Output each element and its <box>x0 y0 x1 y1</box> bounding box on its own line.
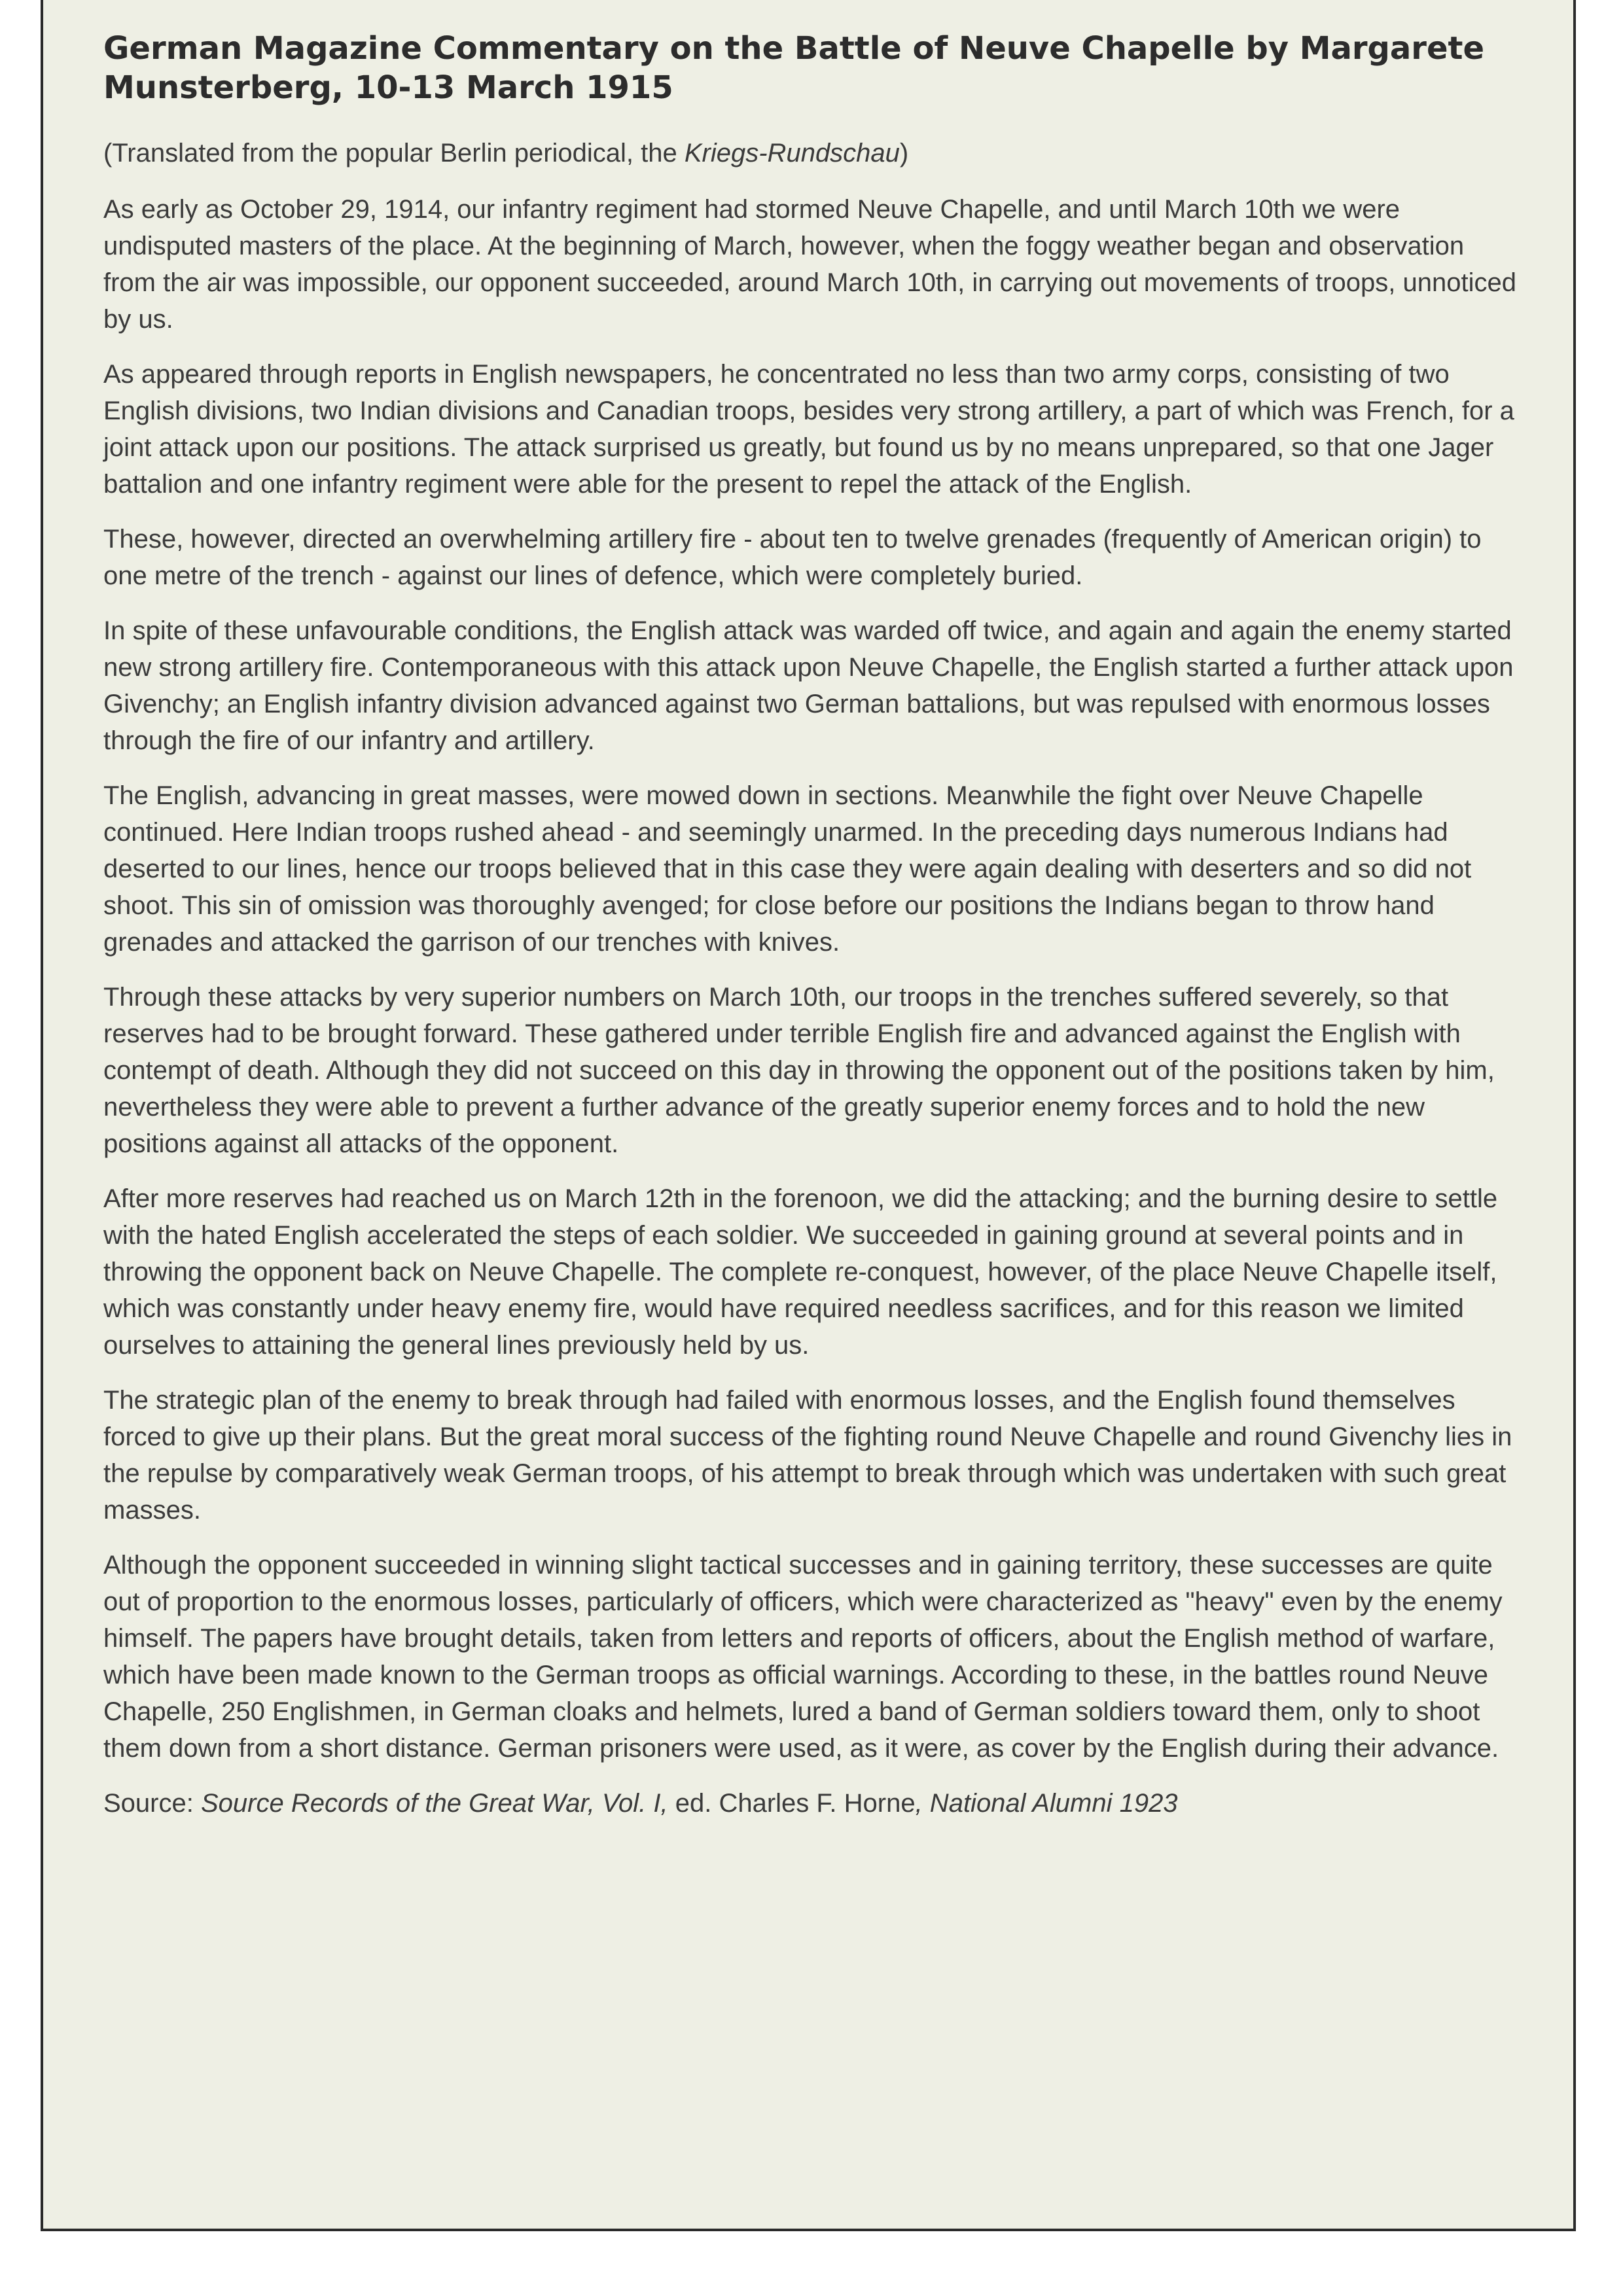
paragraph: The strategic plan of the enemy to break through had failed with enormous losses, and the English found themselves forced to give up their plans. But the great moral success of the fighting round Neuve Chapelle and round Givenchy lies in the repulse by comparatively weak German troops, of his attempt to break through which was undertaken with such great masses. <box>103 1386 1512 1525</box>
paragraph: As appeared through reports in English newspapers, he concentrated no less than two army corps, consisting of two English divisions, two Indian divisions and Canadian troops, besides very strong artillery, a part of which was French, for a joint attack upon our positions. The attack surprised us greatly, but found us by no means unprepared, so that one Jager battalion and one infantry regiment were able for the present to repel the attack of the English. <box>103 360 1514 499</box>
source-work-title: Source Records of the Great War, Vol. I, <box>200 1789 668 1818</box>
document-frame <box>41 0 1576 2231</box>
paragraph: After more reserves had reached us on March 12th in the forenoon, we did the attacking; and the burning desire to settle with the hated English accelerated the steps of each soldier. We succeeded in gaining ground at several points and in throwing the opponent back on Neuve Chapelle. The complete re-conquest, however, of the place Neuve Chapelle itself, which was constantly under heavy enemy fire, would have required needless sacrifices, and for this reason we limited ourselves to attaining the general lines previously held by us. <box>103 1184 1498 1360</box>
periodical-name: Kriegs-Rundschau <box>684 139 900 168</box>
document-content <box>103 29 1517 1840</box>
translation-note-prefix: (Translated from the popular Berlin periodical, the <box>103 139 685 168</box>
translation-note-suffix: ) <box>899 139 909 168</box>
source-publisher: , National Alumni 1923 <box>915 1789 1178 1818</box>
paragraph: These, however, directed an overwhelming artillery fire - about ten to twelve grenades (frequently of American origin) to one metre of the trench - against our lines of defence, which were completely buried. <box>103 525 1482 590</box>
paragraph: As early as October 29, 1914, our infantry regiment had stormed Neuve Chapelle, and until March 10th we were undisputed masters of the place. At the beginning of March, however, when the foggy weather began and observation from the air was impossible, our opponent succeeded, around March 10th, in carrying out movements of troops, unnoticed by us. <box>103 195 1516 334</box>
translation-note <box>103 135 1517 171</box>
document-title: German Magazine Commentary on the Battle of Neuve Chapelle by Margarete Munsterberg, 10-13 March 1915 <box>103 30 1485 106</box>
paragraph: Although the opponent succeeded in winning slight tactical successes and in gaining territory, these successes are quite out of proportion to the enormous losses, particularly of officers, which were characterized as "heavy" even by the enemy himself. The papers have brought details, taken from letters and reports of officers, about the English method of warfare, which have been made known to the German troops as official warnings. According to these, in the battles round Neuve Chapelle, 250 Englishmen, in German cloaks and helmets, lured a band of German soldiers toward them, only to shoot them down from a short distance. German prisoners were used, as it were, as cover by the English during their advance. <box>103 1551 1503 1763</box>
paragraph: In spite of these unfavourable conditions, the English attack was warded off twice, and again and again the enemy started new strong artillery fire. Contemporaneous with this attack upon Neuve Chapelle, the English started a further attack upon Givenchy; an English infantry division advanced against two German battalions, but was repulsed with enormous losses through the fire of our infantry and artillery. <box>103 616 1514 755</box>
paragraph: The English, advancing in great masses, were mowed down in sections. Meanwhile the fight over Neuve Chapelle continued. Here Indian troops rushed ahead - and seemingly unarmed. In the preceding days numerous Indians had deserted to our lines, hence our troops believed that in this case they were again dealing with deserters and so did not shoot. This sin of omission was thoroughly avenged; for close before our positions the Indians began to throw hand grenades and attacked the garrison of our trenches with knives. <box>103 781 1472 957</box>
source-citation <box>103 1785 1517 1822</box>
paragraph: Through these attacks by very superior numbers on March 10th, our troops in the trenches suffered severely, so that reserves had to be brought forward. These gathered under terrible English fire and advanced against the English with contempt of death. Although they did not succeed on this day in throwing the opponent out of the positions taken by him, nevertheless they were able to prevent a further advance of the greatly superior enemy forces and to hold the new positions against all attacks of the opponent. <box>103 983 1495 1158</box>
source-editor: ed. Charles F. Horne <box>668 1789 916 1818</box>
source-label: Source: <box>103 1789 201 1818</box>
